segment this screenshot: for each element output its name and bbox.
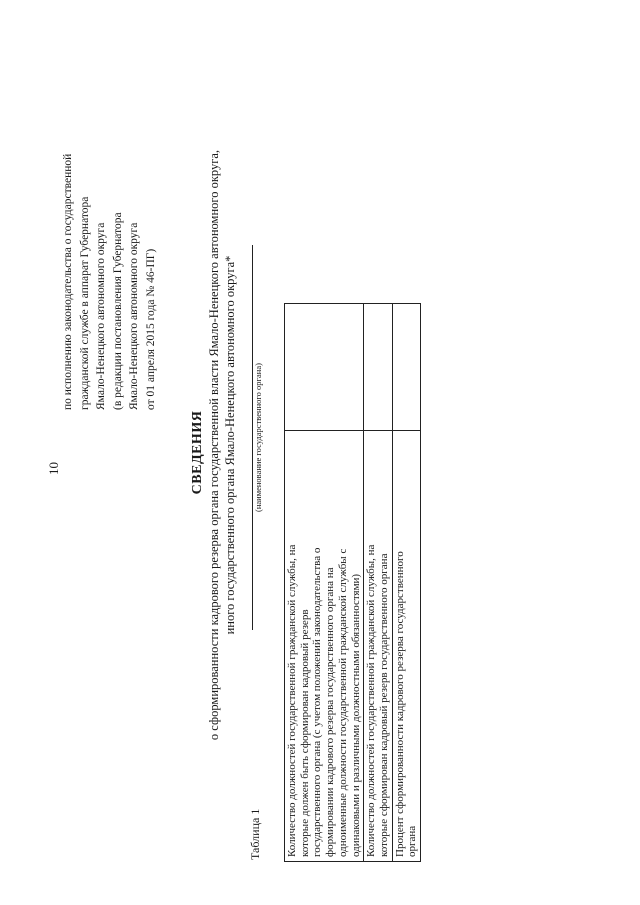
table-row-value	[285, 304, 364, 431]
document-title: СВЕДЕНИЯ	[190, 410, 205, 495]
label-line: Количество должностей государственной гражданской службы, на	[286, 544, 298, 857]
table-row-label	[392, 431, 420, 862]
organization-name-caption: (наименование государственного органа)	[253, 363, 263, 512]
header-note-line: (в редакции постановления Губернатора	[111, 212, 124, 410]
document-subtitle	[206, 85, 238, 805]
table-row-label	[364, 431, 392, 862]
label-line: Количество должностей государственной гражданской службы, на	[365, 544, 378, 857]
header-note-line: Ямало-Ненецкого автономного округа	[128, 222, 141, 410]
header-note	[60, 80, 160, 410]
table-row	[364, 304, 392, 862]
subtitle-line: о сформированности кадрового резерва органа государственной власти Ямало-Ненецкого автономного округа,	[207, 149, 221, 741]
table-caption: Таблица 1	[248, 808, 262, 860]
label-line: одинаковыми и различными должностными обязанностями)	[349, 573, 362, 857]
label-line: государственного органа (с учетом положений законодательства о	[311, 547, 324, 857]
subtitle-line: иного государственного органа Ямало-Ненецкого автономного округа*	[223, 255, 237, 635]
header-note-line: Ямало-Ненецкого автономного округа	[95, 222, 108, 410]
staffing-reserve-table	[284, 303, 421, 862]
header-note-line: гражданской службе в аппарат Губернатора	[78, 196, 91, 410]
header-note-line: по исполнению законодательства о государственной	[62, 153, 74, 410]
table-row	[392, 304, 420, 862]
header-note-line: от 01 апреля 2015 года № 46-ПГ)	[144, 248, 157, 410]
table-row	[285, 304, 364, 862]
table-row-value	[392, 304, 420, 431]
page-number: 10	[46, 462, 61, 475]
label-line: органа	[406, 825, 419, 857]
table-row-label	[285, 431, 364, 862]
label-line: которые сформирован кадровый резерв государственного органа	[377, 553, 390, 857]
label-line: формировании кадрового резерва государственного органа на	[324, 567, 337, 857]
table-row-value	[364, 304, 392, 431]
label-line: одноименные должности государственной гражданской службы с	[336, 548, 349, 857]
label-line: Процент сформированности кадрового резерва государственного	[393, 551, 406, 857]
label-line: которые должен быть сформирован кадровый резерв	[298, 609, 311, 857]
